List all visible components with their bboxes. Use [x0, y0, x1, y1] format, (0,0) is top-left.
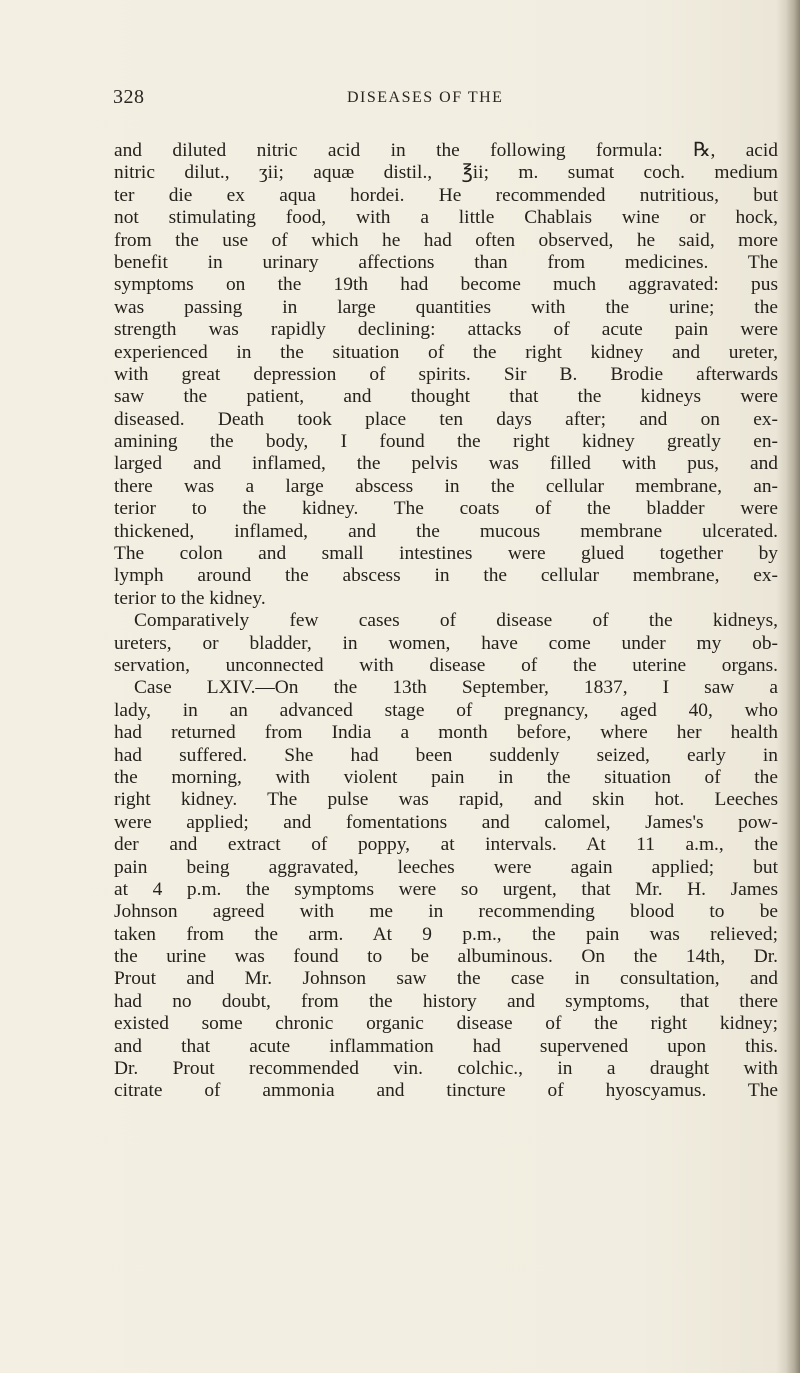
- text-line: was passing in large quantities with the urine; the: [114, 296, 778, 318]
- text-line: diseased. Death took place ten days after; and on ex-: [114, 408, 778, 430]
- text-line: and diluted nitric acid in the following formula: ℞, acid: [114, 140, 778, 161]
- text-line: Johnson agreed with me in recommending blood to be: [114, 901, 778, 923]
- text-line: servation, unconnected with disease of the uterine organs.: [114, 654, 778, 676]
- text-line: der and extract of poppy, at intervals. At 11 a.m., the: [114, 834, 778, 856]
- text-line: nitric dilut., ʒii; aquæ distil., ℥ii; m. sumat coch. medium: [114, 162, 778, 184]
- text-line: lady, in an advanced stage of pregnancy, aged 40, who: [114, 699, 778, 721]
- text-line: terior to the kidney.: [114, 587, 266, 609]
- text-line: taken from the arm. At 9 p.m., the pain was relieved;: [114, 923, 778, 945]
- text-line: saw the patient, and thought that the kidneys were: [114, 386, 778, 408]
- text-line: The colon and small intestines were glued together by: [114, 543, 778, 565]
- page-header: [113, 86, 773, 116]
- text-line: had returned from India a month before, where her health: [114, 722, 778, 744]
- text-line: the urine was found to be albuminous. On the 14th, Dr.: [114, 946, 778, 968]
- text-line: Comparatively few cases of disease of the kidneys,: [134, 610, 778, 632]
- page-number: 328: [113, 86, 145, 108]
- text-line: lymph around the abscess in the cellular membrane, ex-: [114, 565, 778, 587]
- text-line: had no doubt, from the history and symptoms, that there: [114, 990, 778, 1012]
- text-line: thickened, inflamed, and the mucous membrane ulcerated.: [114, 520, 778, 542]
- text-line: terior to the kidney. The coats of the bladder were: [114, 498, 778, 520]
- text-line: experienced in the situation of the right kidney and ureter,: [114, 341, 778, 363]
- text-line: not stimulating food, with a little Chablais wine or hock,: [114, 207, 778, 229]
- text-line: larged and inflamed, the pelvis was filled with pus, and: [114, 453, 778, 475]
- text-line: Dr. Prout recommended vin. colchic., in a draught with: [114, 1058, 778, 1080]
- text-line: were applied; and fomentations and calomel, James's pow-: [114, 811, 778, 833]
- text-line: had suffered. She had been suddenly seized, early in: [114, 744, 778, 766]
- text-line: with great depression of spirits. Sir B. Brodie afterwards: [114, 363, 778, 385]
- text-line: there was a large abscess in the cellular membrane, an-: [114, 475, 778, 497]
- text-line: strength was rapidly declining: attacks of acute pain were: [114, 319, 778, 341]
- text-line: pain being aggravated, leeches were again applied; but: [114, 856, 778, 878]
- page-edge-shadow: [786, 0, 800, 1373]
- text-line: ureters, or bladder, in women, have come under my ob-: [114, 632, 778, 654]
- text-line: right kidney. The pulse was rapid, and skin hot. Leeches: [114, 789, 778, 811]
- text-line: Prout and Mr. Johnson saw the case in consultation, and: [114, 968, 778, 990]
- running-head: DISEASES OF THE: [347, 89, 504, 106]
- text-line: the morning, with violent pain in the situation of the: [114, 766, 778, 788]
- case-heading-line: Case LXIV.—On the 13th September, 1837, I saw a: [134, 677, 778, 699]
- body-text: [114, 140, 778, 1103]
- text-line: benefit in urinary affections than from medicines. The: [114, 251, 778, 273]
- text-line: ter die ex aqua hordei. He recommended nutritious, but: [114, 184, 778, 206]
- text-line: and that acute inflammation had supervened upon this.: [114, 1035, 778, 1057]
- text-line: from the use of which he had often observed, he said, more: [114, 229, 778, 251]
- text-line: amining the body, I found the right kidney greatly en-: [114, 431, 778, 453]
- text-line: symptoms on the 19th had become much aggravated: pus: [114, 274, 778, 296]
- text-line: citrate of ammonia and tincture of hyoscyamus. The: [114, 1080, 778, 1102]
- text-line: at 4 p.m. the symptoms were so urgent, that Mr. H. James: [114, 878, 778, 900]
- text-line: existed some chronic organic disease of the right kidney;: [114, 1013, 778, 1035]
